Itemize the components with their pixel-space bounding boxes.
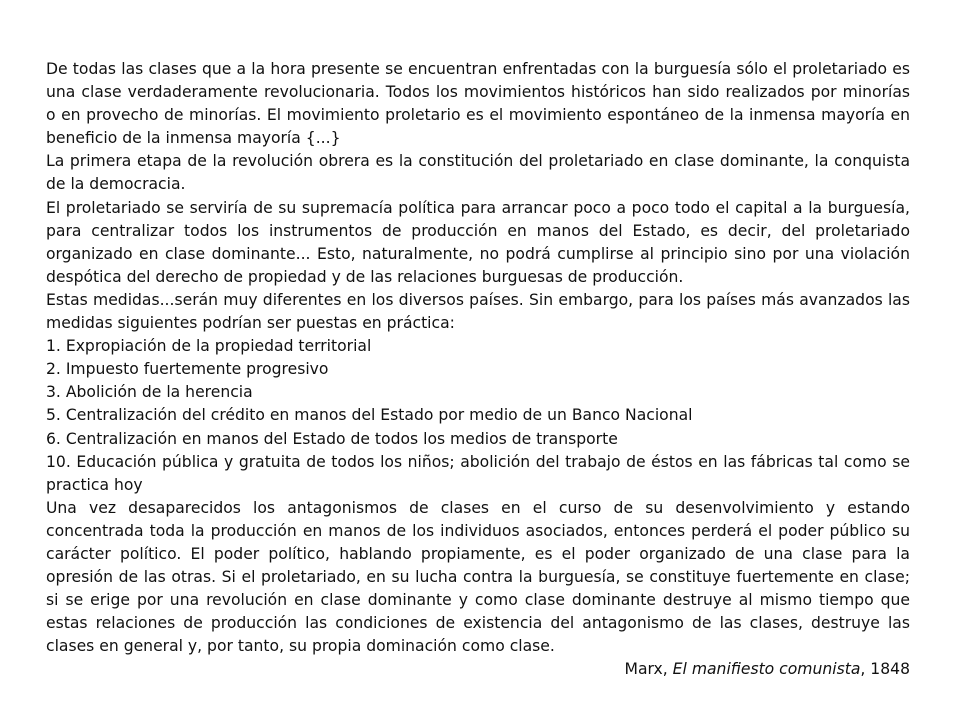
list-item-measure-3: 3. Abolición de la herencia [46,383,253,402]
paragraph-political-supremacy: El proletariado se serviría de su supremacía política para arrancar poco a poco todo el capital a la burguesía, para centralizar todos los instrumentos de producción en manos del Estado, es decir, del proletariado organizado en clase dominante... Esto, naturalmente, no podrá cumplirse al principio sino por una violación despótica del derecho de propiedad y de las relaciones burguesas de producción. [46,198,910,286]
list-item-measure-1: 1. Expropiación de la propiedad territorial [46,337,372,356]
paragraph-measures-intro: Estas medidas...serán muy diferentes en los diversos países. Sin embargo, para los países más avanzados las medidas siguientes podrían ser puestas en práctica: [46,290,910,333]
paragraph-revolutionary-class: De todas las clases que a la hora presente se encuentran enfrentadas con la burguesía sólo el proletariado es una clase verdaderamente revolucionaria. Todos los movimientos históricos han sido realizados por minorías o en provecho de minorías. El movimiento proletario es el movimiento espontáneo de la inmensa mayoría en beneficio de la inmensa mayoría {...} [46,60,910,148]
attribution-year: , 1848 [860,660,910,679]
quote-text-block [46,58,910,682]
attribution-title: El manifiesto comunista [672,660,861,679]
list-item-measure-5: 5. Centralización del crédito en manos del Estado por medio de un Banco Nacional [46,406,693,425]
list-item-measure-6: 6. Centralización en manos del Estado de todos los medios de transporte [46,429,618,448]
paragraph-class-antagonisms: Una vez desaparecidos los antagonismos de clases en el curso de su desenvolvimiento y estando concentrada toda la producción en manos de los individuos asociados, entonces perderá el poder público su carácter político. El poder político, hablando propiamente, es el poder organizado de una clase para la opresión de las otras. Si el proletariado, en su lucha contra la burguesía, se constituye fuertemente en clase; si se erige por una revolución en clase dominante y como clase dominante destruye al mismo tiempo que estas relaciones de producción las condiciones de existencia del antagonismo de las clases, destruye las clases en general y, por tanto, su propia dominación como clase. [46,498,910,656]
paragraph-first-stage: La primera etapa de la revolución obrera es la constitución del proletariado en clase dominante, la conquista de la democracia. [46,152,910,194]
attribution [46,658,910,681]
attribution-author: Marx, [624,660,668,679]
list-item-measure-10: 10. Educación pública y gratuita de todos los niños; abolición del trabajo de éstos en las fábricas tal como se practica hoy [46,452,910,494]
list-item-measure-2: 2. Impuesto fuertemente progresivo [46,360,329,379]
